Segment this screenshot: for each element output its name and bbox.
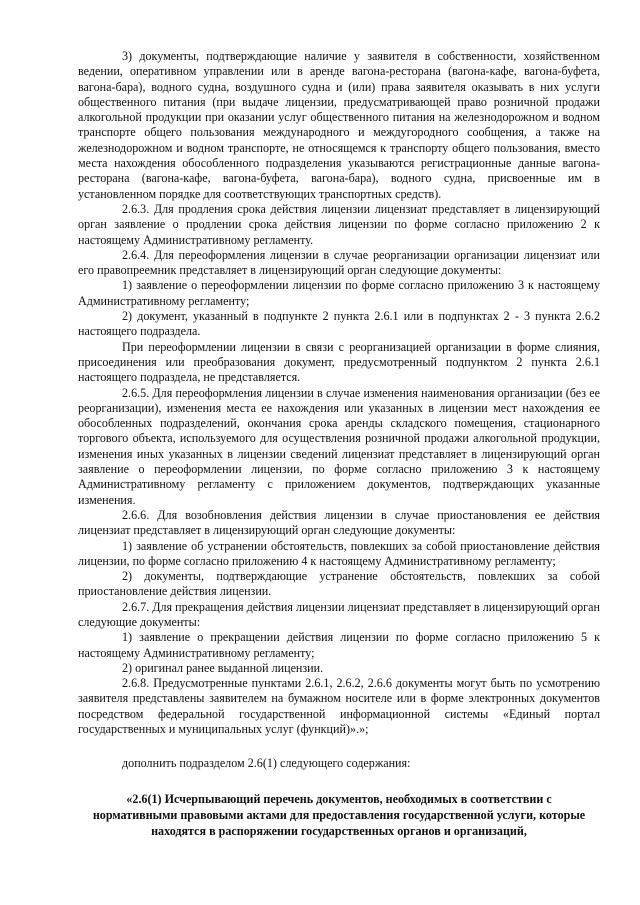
paragraph-2-6-6-item-1: 1) заявление об устранении обстоятельств, повлекших за собой приостановление действия лицензии, по форме согласно приложению 4 к настоящему Административному регламенту; <box>78 538 600 568</box>
amendment-instruction: дополнить подразделом 2.6(1) следующего содержания: <box>122 756 411 771</box>
paragraph-2-6-7-item-2: 2) оригинал ранее выданной лицензии. <box>122 660 324 675</box>
paragraph-2-6-6-item-2: 2) документы, подтверждающие устранение обстоятельств, повлекших за собой приостановление действия лицензии. <box>78 569 600 599</box>
paragraph-2-6-5: 2.6.5. Для переоформления лицензии в случае изменения наименования организации (без ее реорганизации), изменения места ее нахождения или указанных в лицензии мест нахождения ее обособленных подразделений, окончания срока аренды складского помещения, стационарного торгового объекта, используемого для осуществления розничной продажи алкогольной продукции, изменения иных указанных в лицензии сведений лицензиат представляет в лицензирующий орган заявление о переоформлении лицензии, по форме согласно приложению 3 к настоящему Административному регламенту с приложением документов, подтверждающих указанные изменения. <box>78 385 600 507</box>
spacer <box>78 772 600 791</box>
paragraph-2-6-7: 2.6.7. Для прекращения действия лицензии лицензиат представляет в лицензирующий орган следующие документы: <box>78 599 600 629</box>
paragraph-2-6-4-item-2: 2) документ, указанный в подпункте 2 пункта 2.6.1 или в подпунктах 2 - 3 пункта 2.6.2 настоящего подраздела. <box>78 309 600 339</box>
paragraph-2-6-6: 2.6.6. Для возобновления действия лицензии в случае приостановления ее действия лицензиат представляет в лицензирующий орган следующие документы: <box>78 507 600 538</box>
paragraph-2-6-4-item-1: 1) заявление о переоформлении лицензии по форме согласно приложению 3 к настоящему Административному регламенту; <box>78 278 600 308</box>
spacer <box>78 737 600 756</box>
paragraph-2-6-8: 2.6.8. Предусмотренные пунктами 2.6.1, 2.6.2, 2.6.6 документы могут быть по усмотрению заявителя представлены заявителем на бумажном носителе или в форме электронных документов посредством федеральной государственной информационной системы «Единый портал государственных и муниципальных услуг (функций)».»; <box>78 676 600 737</box>
paragraph-2-6-7-item-1: 1) заявление о прекращении действия лицензии по форме согласно приложению 5 к настоящему Административному регламенту; <box>78 630 600 660</box>
paragraph-reorganization-note: При переоформлении лицензии в связи с реорганизацией организации в форме слияния, присоединения или преобразования документ, предусмотренный подпунктом 2 пункта 2.6.1 настоящего подраздела, не представляется. <box>78 339 600 385</box>
paragraph-2-6-4: 2.6.4. Для переоформления лицензии в случае реорганизации организации лицензиат или его правопреемник представляет в лицензирующий орган следующие документы: <box>78 247 600 278</box>
paragraph-item-3-documents: 3) документы, подтверждающие наличие у заявителя в собственности, хозяйственном ведении, оперативном управлении или в аренде вагона-ресторана (вагона-кафе, вагона-буфета, вагона-бара), водного судна, воздушного судна и (или) права заявителя оказывать в них услуги общественного питания (при выдаче лицензии, предусматривающей право розничной продажи алкогольной продукции при оказании услуг общественного питания на железнодорожном и водном транспорте общего пользования международного и междугородного сообщения, а также на железнодорожном и водном транспорте, не относящемся к транспорту общего пользования, вместо места нахождения обособленного подразделения указываются регистрационные данные вагона-ресторана (вагона-кафе, вагона-буфета, вагона-бара), водного судна, присвоенные им в установленном порядке для соответствующих транспортных средств). <box>78 49 600 201</box>
section-heading-2-6-1: «2.6(1) Исчерпывающий перечень документов, необходимых в соответствии с нормативными правовыми актами для предоставления государственной услуги, которые находятся в распоряжении государственных органов и организаций, <box>92 791 586 838</box>
paragraph-2-6-3: 2.6.3. Для продления срока действия лицензии лицензиат представляет в лицензирующий орган заявление о продлении срока действия лицензии по форме согласно приложению 2 к настоящему Административному регламенту. <box>78 201 600 247</box>
